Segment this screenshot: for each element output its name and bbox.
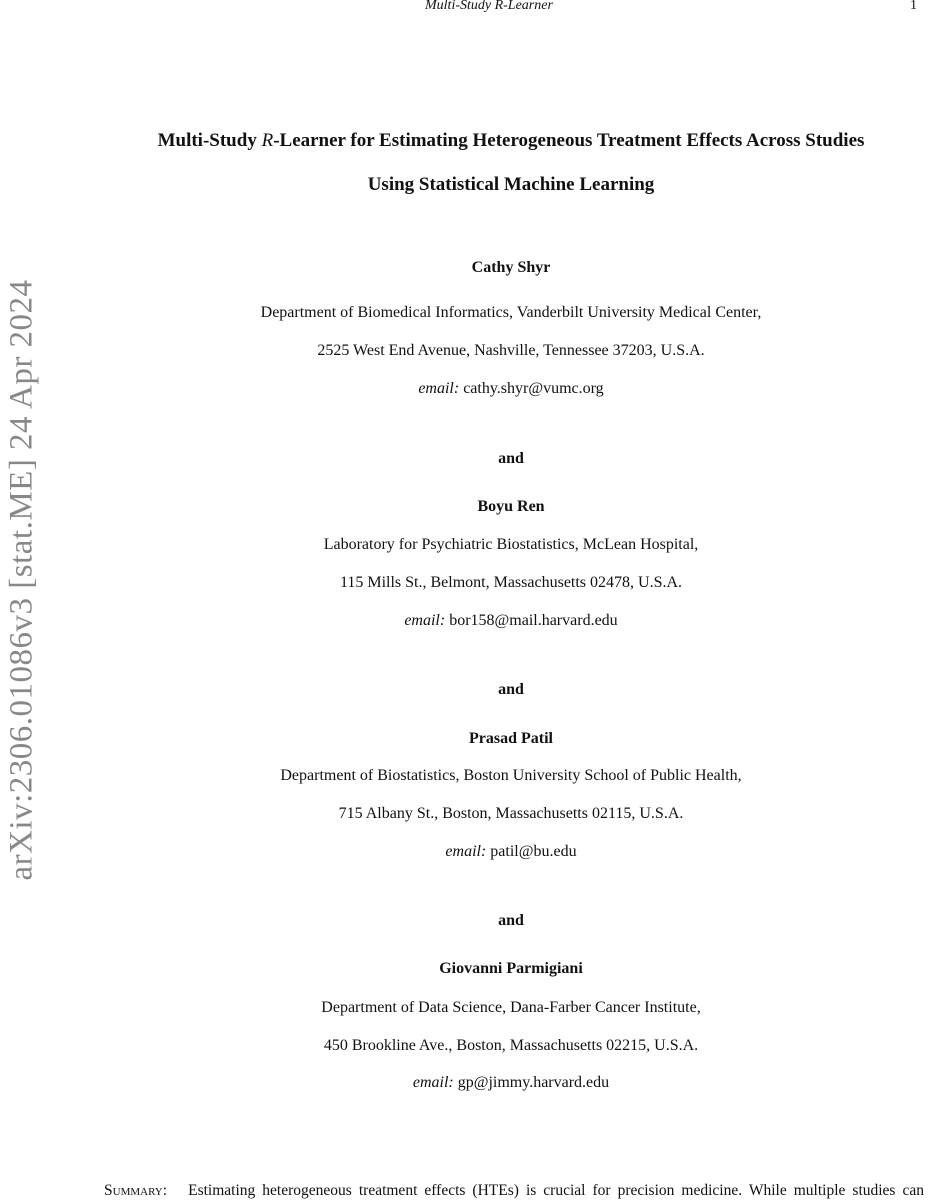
author-email: [92, 1073, 930, 1093]
author-separator: and: [498, 912, 524, 929]
author-name: Giovanni Parmigiani: [439, 960, 583, 977]
running-header: Multi-Study R-Learner: [425, 0, 553, 13]
title-post: -Learner for Estimating Heterogeneous Treatment Effects Across Studies: [273, 130, 865, 151]
paper-title-line-2: Using Statistical Machine Learning: [367, 174, 655, 195]
author-email: [92, 611, 930, 631]
summary-paragraph: [104, 1182, 924, 1200]
author-affiliation: Laboratory for Psychiatric Biostatistics, McLean Hospital,: [323, 536, 699, 553]
author-address: 115 Mills St., Belmont, Massachusetts 02478, U.S.A.: [339, 574, 683, 591]
title-italic-r: R: [261, 130, 274, 151]
author-name: Boyu Ren: [477, 498, 545, 515]
author-email: [92, 379, 930, 399]
author-address: 715 Albany St., Boston, Massachusetts 02115, U.S.A.: [338, 805, 684, 822]
author-address: 450 Brookline Ave., Boston, Massachusetts 02215, U.S.A.: [323, 1037, 699, 1054]
author-affiliation: Department of Biostatistics, Boston University School of Public Health,: [280, 767, 742, 784]
email-label: email:: [404, 612, 446, 629]
author-separator: and: [498, 450, 524, 467]
email-label: email:: [412, 1074, 454, 1091]
author-separator: and: [498, 681, 524, 698]
author-name: Prasad Patil: [469, 730, 553, 747]
author-name: Cathy Shyr: [471, 259, 551, 276]
author-email: [92, 842, 930, 862]
arxiv-stamp[interactable]: arXiv:2306.01086v3 [stat.ME] 24 Apr 2024: [3, 279, 40, 881]
title-pre: Multi-Study: [157, 130, 262, 151]
email-address[interactable]: patil@bu.edu: [490, 843, 577, 860]
author-address: 2525 West End Avenue, Nashville, Tennessee 37203, U.S.A.: [317, 342, 705, 359]
summary-label: Summary:: [104, 1182, 168, 1199]
author-affiliation: Department of Data Science, Dana-Farber Cancer Institute,: [321, 999, 701, 1016]
paper-title-line-1: [92, 129, 930, 153]
email-address[interactable]: cathy.shyr@vumc.org: [463, 380, 604, 397]
email-address[interactable]: gp@jimmy.harvard.edu: [457, 1074, 610, 1091]
summary-text: Estimating heterogeneous treatment effects (HTEs) is crucial for precision medicine. While multiple studies can: [188, 1182, 924, 1199]
page-number: 1: [910, 0, 917, 13]
email-label: email:: [418, 380, 460, 397]
email-label: email:: [445, 843, 487, 860]
email-address[interactable]: bor158@mail.harvard.edu: [449, 612, 618, 629]
author-affiliation: Department of Biomedical Informatics, Vanderbilt University Medical Center,: [260, 304, 762, 321]
